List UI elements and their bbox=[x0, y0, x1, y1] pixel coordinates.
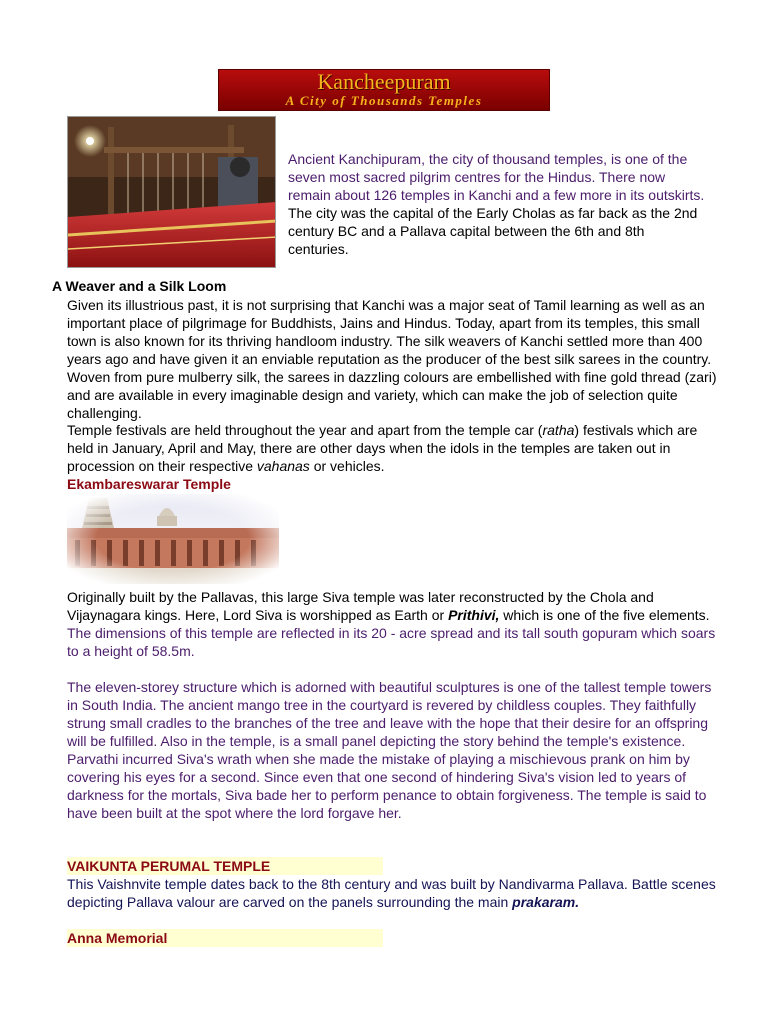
banner-subtitle: A City of Thousands Temples bbox=[285, 93, 483, 108]
anna-memorial-heading: Anna Memorial bbox=[67, 929, 383, 947]
vaikunta-heading: VAIKUNTA PERUMAL TEMPLE bbox=[67, 857, 383, 875]
vaikunta-text: This Vaishnvite temple dates back to the 8th century and was built by Nandivarma Pallava. Battle scenes depicting Pallava valour are carved on the panels surrounding the main bbox=[67, 876, 716, 910]
history-paragraph: Given its illustrious past, it is not surprising that Kanchi was a major seat of Tamil learning as well as an important place of pilgrimage for Buddhists, Jains and Hindus. Today, apart from its temples, this small town is also known for its thriving handloom industry. The silk weavers of Kanchi settled more than 400 years ago and have given it an enviable reputation as the producer of the best silk sarees in the country. Woven from pure mulberry silk, the sarees in dazzling colours are embellished with fine gold thread (zari) and are available in every imaginable design and variety, which can make the job of selection quite challenging. bbox=[67, 297, 717, 421]
intro-text: The city was the capital of the Early Cholas as far back as the 2nd century BC and a Pallava capital between the 6th and 8th centuries. bbox=[288, 205, 698, 257]
intro-text-highlight: Ancient Kanchipuram, the city of thousand temples, is one of the seven most sacred pilgrim centres for the Hindus. There now remain about 126 temples in Kanchi and a few more in its outskirts. bbox=[288, 151, 705, 203]
temple-photo bbox=[67, 494, 279, 584]
vaikunta-prakaram: prakaram. bbox=[512, 894, 580, 910]
ekambareswarar-heading: Ekambareswarar Temple bbox=[67, 476, 231, 492]
ekambareswarar-paragraph-1 bbox=[67, 588, 717, 660]
festivals-text: Temple festivals are held throughout the year and apart from the temple car ( bbox=[67, 422, 543, 438]
festivals-paragraph bbox=[67, 421, 717, 475]
intro-paragraph bbox=[288, 150, 708, 258]
ekambareswarar-text: which is one of the five elements. bbox=[499, 607, 710, 623]
ekambareswarar-text: Originally built by the Pallavas, this large Siva temple was later reconstructed by the Chola and Vijaynagara kings. Here, Lord Siva is worshipped as Earth or bbox=[67, 589, 654, 623]
banner-title: Kancheepuram bbox=[317, 69, 451, 94]
ekambareswarar-text-highlight: The dimensions of this temple are reflected in its 20 - acre spread and its tall south gopuram which soars to a height of 58.5m. bbox=[67, 625, 716, 659]
festivals-vahanas: vahanas bbox=[256, 458, 310, 474]
festivals-text: ) festivals which are held in January, April and May, there are other days when the idols in the temples are taken out in procession on their respective bbox=[67, 422, 698, 474]
title-banner bbox=[218, 69, 550, 111]
festivals-text: or vehicles. bbox=[309, 458, 385, 474]
ekambareswarar-paragraph-2: The eleven-storey structure which is adorned with beautiful sculptures is one of the tallest temple towers in South India. The ancient mango tree in the courtyard is revered by childless couples. They faithfully strung small cradles to the branches of the tree and leave with the hope that their desire for an offspring will be fulfilled. Also in the temple, is a small panel depicting the story behind the temple's existence. Parvathi incurred Siva's wrath when she made the mistake of playing a mischievous prank on him by covering his eyes for a second. Since even that one second of hindering Siva's vision led to years of darkness for the mortals, Siva bade her to perform penance to obtain forgiveness. The temple is said to have been built at the spot where the lord forgave her. bbox=[67, 679, 712, 821]
vaikunta-paragraph bbox=[67, 875, 717, 911]
festivals-ratha: ratha bbox=[542, 422, 575, 438]
weaver-loom-photo bbox=[67, 116, 276, 268]
ekambareswarar-prithivi: Prithivi, bbox=[448, 607, 500, 623]
photo-caption: A Weaver and a Silk Loom bbox=[52, 278, 227, 294]
